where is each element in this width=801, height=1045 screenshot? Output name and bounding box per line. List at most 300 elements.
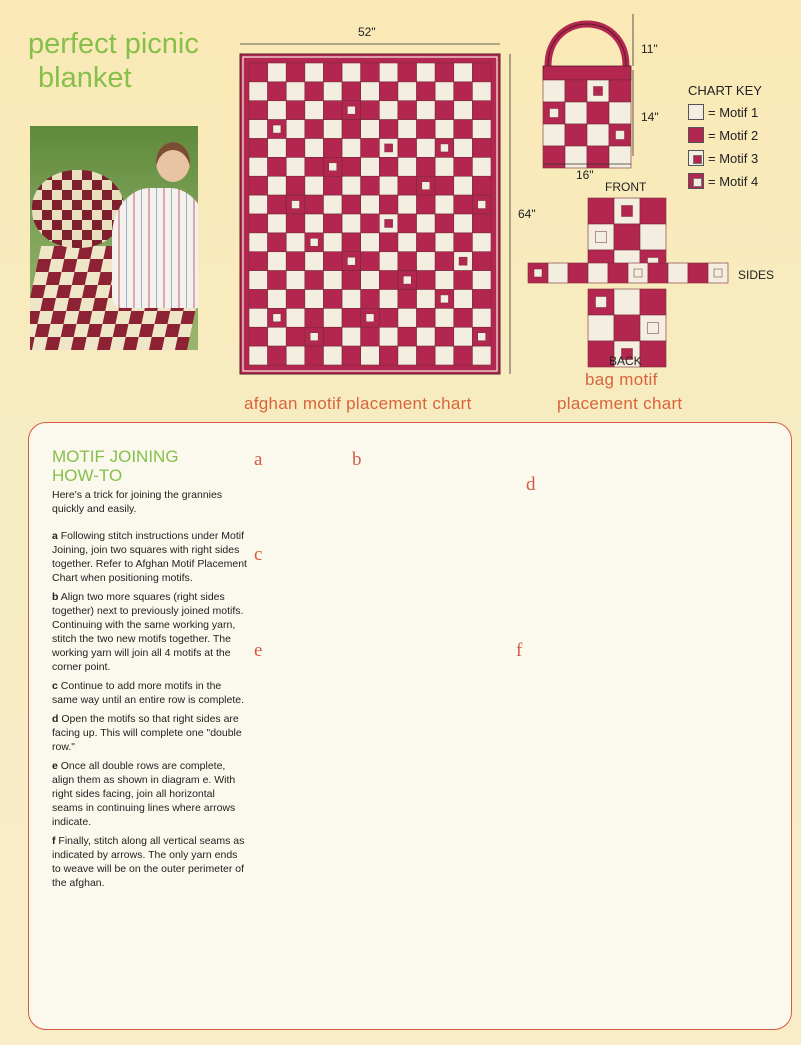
afghan-cell xyxy=(417,63,436,82)
afghan-cell xyxy=(286,327,305,346)
afghan-cell xyxy=(379,82,398,101)
motif-center xyxy=(550,109,559,118)
step-letter: a xyxy=(52,530,58,542)
afghan-cell xyxy=(268,176,287,195)
afghan-cell xyxy=(398,176,417,195)
bag-caption-line1: bag motif xyxy=(585,370,658,389)
afghan-cell xyxy=(435,252,454,271)
bag-handle-label: 11" xyxy=(641,42,658,56)
chart-key xyxy=(688,104,758,189)
diagram-label-b: b xyxy=(352,449,362,470)
page-title-line1: perfect picnic xyxy=(28,28,199,60)
motif-center xyxy=(422,182,430,190)
step-text: Align two more squares (right sides together) next to previously joined motifs. Continuing with the same working yarn, stitch the two new motifs together. The working yarn will join all 4 motifs at the corner point. xyxy=(52,591,244,673)
afghan-cell xyxy=(472,346,491,365)
afghan-cell xyxy=(323,139,342,158)
step-letter: d xyxy=(52,713,59,725)
motif-center xyxy=(459,257,467,265)
motif-center xyxy=(440,144,448,152)
afghan-cell xyxy=(286,82,305,101)
step-text: Once all double rows are complete, align them as shown in diagram e. With right sides facing, join all horizontal seams in continuing lines where arrows indicate. xyxy=(52,760,236,828)
afghan-cell xyxy=(435,63,454,82)
howto-intro: Here's a trick for joining the grannies quickly and easily. xyxy=(52,489,223,515)
afghan-cell xyxy=(286,346,305,365)
howto-step-d xyxy=(52,712,248,754)
bag-side-cell xyxy=(648,263,668,283)
afghan-cell xyxy=(454,327,473,346)
step-letter: b xyxy=(52,591,59,603)
afghan-cell xyxy=(417,101,436,120)
motif-center xyxy=(648,323,659,334)
motif-center xyxy=(385,144,393,152)
step-text: Following stitch instructions under Motif Joining, join two squares with right sides together. Refer to Afghan Motif Placement Chart when positioning motifs. xyxy=(52,530,247,584)
step-letter: e xyxy=(52,760,58,772)
bag-back-cell xyxy=(614,315,640,341)
afghan-cell xyxy=(454,157,473,176)
afghan-cell xyxy=(361,290,380,309)
afghan-cell xyxy=(472,233,491,252)
afghan-cell xyxy=(454,139,473,158)
afghan-cell xyxy=(268,63,287,82)
afghan-cell xyxy=(305,346,324,365)
afghan-cell xyxy=(435,195,454,214)
chart-key-title: CHART KEY xyxy=(688,83,762,98)
howto-step-b xyxy=(52,590,248,674)
afghan-cell xyxy=(323,252,342,271)
howto-step-c xyxy=(52,679,248,707)
bag-back-label: BACK xyxy=(609,354,642,368)
motif-center xyxy=(347,257,355,265)
howto-step-e xyxy=(52,759,248,829)
motif2-swatch xyxy=(688,127,704,143)
motif-center xyxy=(622,206,633,217)
motif4-swatch xyxy=(688,173,704,189)
afghan-width-label: 52" xyxy=(358,25,376,39)
afghan-cell xyxy=(398,139,417,158)
howto-title-line2: HOW-TO xyxy=(52,466,123,485)
afghan-cell xyxy=(268,271,287,290)
afghan-cell xyxy=(249,308,268,327)
afghan-cell xyxy=(454,82,473,101)
bag-cell xyxy=(587,124,609,146)
afghan-cell xyxy=(305,271,324,290)
step-text: Open the motifs so that right sides are facing up. This will complete one "double row." xyxy=(52,713,242,753)
bag-cell xyxy=(609,80,631,102)
afghan-cell xyxy=(472,82,491,101)
bag-back-cell xyxy=(640,341,666,367)
bag-width-label: 16" xyxy=(576,168,594,182)
afghan-cell xyxy=(268,346,287,365)
afghan-cell xyxy=(305,290,324,309)
chart-key-item-motif1 xyxy=(688,104,758,120)
afghan-cell xyxy=(286,63,305,82)
afghan-cell xyxy=(417,252,436,271)
afghan-cell xyxy=(268,101,287,120)
afghan-cell xyxy=(472,308,491,327)
afghan-cell xyxy=(417,195,436,214)
bag-handle xyxy=(548,24,626,66)
bag-back-cell xyxy=(588,315,614,341)
bag-side-cell xyxy=(668,263,688,283)
afghan-caption: afghan motif placement chart xyxy=(244,394,472,413)
afghan-cell xyxy=(398,290,417,309)
afghan-cell xyxy=(435,157,454,176)
afghan-cell xyxy=(361,139,380,158)
afghan-cell xyxy=(342,82,361,101)
afghan-cell xyxy=(249,233,268,252)
afghan-cell xyxy=(249,63,268,82)
motif-center xyxy=(634,269,642,277)
afghan-cell xyxy=(323,346,342,365)
afghan-cell xyxy=(286,290,305,309)
step-text: Continue to add more motifs in the same way until an entire row is complete. xyxy=(52,680,244,706)
afghan-cell xyxy=(379,101,398,120)
motif-center xyxy=(440,295,448,303)
afghan-cell xyxy=(398,252,417,271)
motif-center xyxy=(366,314,374,322)
motif3-swatch xyxy=(688,150,704,166)
bag-front-cell xyxy=(588,198,614,224)
bag-cell xyxy=(565,146,587,168)
afghan-cell xyxy=(361,157,380,176)
afghan-cell xyxy=(379,271,398,290)
afghan-cell xyxy=(268,157,287,176)
afghan-cell xyxy=(379,63,398,82)
afghan-cell xyxy=(305,139,324,158)
afghan-cell xyxy=(286,214,305,233)
afghan-cell xyxy=(361,327,380,346)
afghan-cell xyxy=(398,308,417,327)
afghan-cell xyxy=(305,176,324,195)
bag-side-cell xyxy=(688,263,708,283)
afghan-cell xyxy=(379,346,398,365)
afghan-cell xyxy=(249,252,268,271)
afghan-cell xyxy=(268,195,287,214)
afghan-cell xyxy=(454,233,473,252)
afghan-cell xyxy=(249,195,268,214)
bag-top-band xyxy=(543,66,631,80)
afghan-cell xyxy=(323,120,342,139)
afghan-cell xyxy=(379,290,398,309)
chart-key-item-motif3 xyxy=(688,150,758,166)
afghan-cell xyxy=(361,101,380,120)
afghan-cell xyxy=(398,63,417,82)
bag-cell xyxy=(587,146,609,168)
afghan-cell xyxy=(379,176,398,195)
bag-front-cell xyxy=(614,224,640,250)
step-text: Finally, stitch along all vertical seams as indicated by arrows. The only yarn ends to weave will be on the outer perimeter of the afghan. xyxy=(52,835,245,889)
bag-front-label: FRONT xyxy=(605,180,647,194)
page-title-line2: blanket xyxy=(38,62,132,94)
afghan-cell xyxy=(249,346,268,365)
bag-side-cell xyxy=(548,263,568,283)
bag-front-cell xyxy=(640,224,666,250)
afghan-cell xyxy=(249,120,268,139)
bag-cell xyxy=(543,80,565,102)
motif-center xyxy=(347,106,355,114)
afghan-cell xyxy=(305,157,324,176)
afghan-cell xyxy=(417,271,436,290)
howto-step-a xyxy=(52,529,248,585)
motif-center xyxy=(273,125,281,133)
bag-side-cell xyxy=(608,263,628,283)
motif-center xyxy=(329,163,337,171)
bag-caption-line2: placement chart xyxy=(557,394,683,413)
afghan-cell xyxy=(454,346,473,365)
afghan-cell xyxy=(323,63,342,82)
motif-center xyxy=(478,333,486,341)
afghan-cell xyxy=(361,271,380,290)
afghan-cell xyxy=(398,120,417,139)
afghan-cell xyxy=(435,120,454,139)
howto-text xyxy=(52,488,248,895)
afghan-cell xyxy=(323,82,342,101)
afghan-cell xyxy=(454,308,473,327)
diagram-label-e: e xyxy=(254,640,263,661)
afghan-cell xyxy=(361,233,380,252)
afghan-cell xyxy=(435,214,454,233)
afghan-cell xyxy=(249,290,268,309)
bag-cell xyxy=(565,80,587,102)
howto-title xyxy=(52,447,179,485)
afghan-cell xyxy=(454,271,473,290)
afghan-cell xyxy=(472,252,491,271)
afghan-cell xyxy=(286,252,305,271)
motif-center xyxy=(273,314,281,322)
afghan-cell xyxy=(417,308,436,327)
afghan-cell xyxy=(472,157,491,176)
afghan-cell xyxy=(417,139,436,158)
diagram-label-f: f xyxy=(516,640,523,661)
afghan-cell xyxy=(342,271,361,290)
diagram-label-d: d xyxy=(526,474,536,495)
afghan-cell xyxy=(435,101,454,120)
afghan-cell xyxy=(361,252,380,271)
afghan-cell xyxy=(286,101,305,120)
afghan-cell xyxy=(361,195,380,214)
afghan-cell xyxy=(268,233,287,252)
afghan-cell xyxy=(398,101,417,120)
step-letter: c xyxy=(52,680,58,692)
afghan-cell xyxy=(454,120,473,139)
afghan-cell xyxy=(398,157,417,176)
afghan-cell xyxy=(435,327,454,346)
afghan-cell xyxy=(472,63,491,82)
afghan-cell xyxy=(286,308,305,327)
afghan-cell xyxy=(454,214,473,233)
afghan-cell xyxy=(398,214,417,233)
bag-cell xyxy=(543,146,565,168)
afghan-cell xyxy=(305,214,324,233)
afghan-cell xyxy=(342,139,361,158)
afghan-cell xyxy=(342,290,361,309)
chart-key-label: = Motif 1 xyxy=(708,104,759,120)
afghan-cell xyxy=(417,214,436,233)
afghan-cell xyxy=(249,82,268,101)
afghan-cell xyxy=(379,308,398,327)
afghan-cell xyxy=(268,139,287,158)
afghan-cell xyxy=(379,327,398,346)
bag-cell xyxy=(609,146,631,168)
chart-key-label: = Motif 3 xyxy=(708,150,759,166)
afghan-cell xyxy=(472,120,491,139)
afghan-cell xyxy=(379,157,398,176)
afghan-cell xyxy=(323,233,342,252)
afghan-cell xyxy=(305,63,324,82)
motif-center xyxy=(403,276,411,284)
afghan-cell xyxy=(342,157,361,176)
afghan-cell xyxy=(361,82,380,101)
motif-center xyxy=(478,201,486,209)
afghan-cell xyxy=(417,120,436,139)
afghan-cell xyxy=(249,327,268,346)
motif-center xyxy=(596,232,607,243)
afghan-cell xyxy=(249,101,268,120)
afghan-cell xyxy=(249,176,268,195)
afghan-cell xyxy=(435,176,454,195)
afghan-cell xyxy=(435,233,454,252)
afghan-cell xyxy=(342,327,361,346)
afghan-cell xyxy=(305,101,324,120)
afghan-cell xyxy=(472,271,491,290)
diagram-label-a: a xyxy=(254,449,263,470)
bag-back-cell xyxy=(614,289,640,315)
bag-side-cell xyxy=(568,263,588,283)
afghan-cell xyxy=(472,139,491,158)
afghan-cell xyxy=(379,195,398,214)
afghan-cell xyxy=(435,308,454,327)
afghan-cell xyxy=(286,176,305,195)
afghan-cell xyxy=(342,176,361,195)
afghan-cell xyxy=(323,308,342,327)
afghan-cell xyxy=(286,139,305,158)
afghan-cell xyxy=(398,327,417,346)
chart-key-label: = Motif 4 xyxy=(708,173,759,189)
bag-sides-label: SIDES xyxy=(738,268,775,282)
afghan-cell xyxy=(379,252,398,271)
afghan-cell xyxy=(417,82,436,101)
motif-center xyxy=(714,269,722,277)
afghan-cell xyxy=(454,176,473,195)
afghan-cell xyxy=(398,195,417,214)
afghan-cell xyxy=(379,233,398,252)
bag-back-cell xyxy=(640,289,666,315)
afghan-cell xyxy=(268,214,287,233)
bag-cell xyxy=(587,102,609,124)
motif-center xyxy=(534,269,542,277)
bag-front-cell xyxy=(640,198,666,224)
afghan-cell xyxy=(342,308,361,327)
afghan-cell xyxy=(342,195,361,214)
motif-center xyxy=(616,131,625,140)
afghan-cell xyxy=(249,271,268,290)
afghan-cell xyxy=(398,346,417,365)
afghan-cell xyxy=(323,271,342,290)
step-letter: f xyxy=(52,835,56,847)
motif-center xyxy=(385,219,393,227)
afghan-cell xyxy=(435,271,454,290)
afghan-cell xyxy=(361,176,380,195)
motif-center xyxy=(310,238,318,246)
afghan-cell xyxy=(323,195,342,214)
afghan-cell xyxy=(286,233,305,252)
afghan-cell xyxy=(323,290,342,309)
afghan-cell xyxy=(305,120,324,139)
afghan-cell xyxy=(472,176,491,195)
afghan-cell xyxy=(323,176,342,195)
afghan-cell xyxy=(249,214,268,233)
bag-cell xyxy=(609,102,631,124)
afghan-cell xyxy=(417,233,436,252)
afghan-cell xyxy=(249,139,268,158)
afghan-cell xyxy=(305,252,324,271)
afghan-cell xyxy=(323,101,342,120)
afghan-cell xyxy=(472,290,491,309)
motif-center xyxy=(310,333,318,341)
bag-cell xyxy=(543,124,565,146)
diagram-label-c: c xyxy=(254,544,263,565)
afghan-cell xyxy=(286,157,305,176)
afghan-cell xyxy=(342,233,361,252)
afghan-cell xyxy=(454,63,473,82)
afghan-height-label: 64" xyxy=(518,207,536,221)
afghan-cell xyxy=(417,157,436,176)
afghan-cell xyxy=(286,120,305,139)
chart-key-item-motif4 xyxy=(688,173,758,189)
afghan-cell xyxy=(417,327,436,346)
afghan-cell xyxy=(305,82,324,101)
afghan-cell xyxy=(305,195,324,214)
chart-key-label: = Motif 2 xyxy=(708,127,759,143)
afghan-cell xyxy=(305,308,324,327)
afghan-cell xyxy=(342,63,361,82)
afghan-cell xyxy=(361,214,380,233)
afghan-cell xyxy=(435,346,454,365)
bag-side-cell xyxy=(588,263,608,283)
bag-height-label: 14" xyxy=(641,110,659,124)
motif-center xyxy=(594,87,603,96)
bag-cell xyxy=(565,102,587,124)
afghan-cell xyxy=(323,327,342,346)
afghan-cell xyxy=(342,214,361,233)
afghan-cell xyxy=(454,290,473,309)
afghan-cell xyxy=(398,82,417,101)
afghan-cell xyxy=(398,233,417,252)
afghan-cell xyxy=(268,327,287,346)
howto-step-f xyxy=(52,834,248,890)
afghan-cell xyxy=(361,63,380,82)
afghan-cell xyxy=(472,101,491,120)
motif-center xyxy=(596,297,607,308)
afghan-cell xyxy=(286,271,305,290)
afghan-cell xyxy=(342,346,361,365)
afghan-cell xyxy=(342,120,361,139)
afghan-cell xyxy=(323,214,342,233)
afghan-cell xyxy=(472,214,491,233)
afghan-cell xyxy=(249,157,268,176)
afghan-cell xyxy=(379,120,398,139)
chart-key-item-motif2 xyxy=(688,127,758,143)
afghan-cell xyxy=(435,82,454,101)
afghan-cell xyxy=(268,290,287,309)
afghan-cell xyxy=(361,120,380,139)
howto-title-line1: MOTIF JOINING xyxy=(52,447,179,466)
bag-cell xyxy=(565,124,587,146)
afghan-cell xyxy=(268,82,287,101)
motif-center xyxy=(292,201,300,209)
afghan-cell xyxy=(361,346,380,365)
motif1-swatch xyxy=(688,104,704,120)
